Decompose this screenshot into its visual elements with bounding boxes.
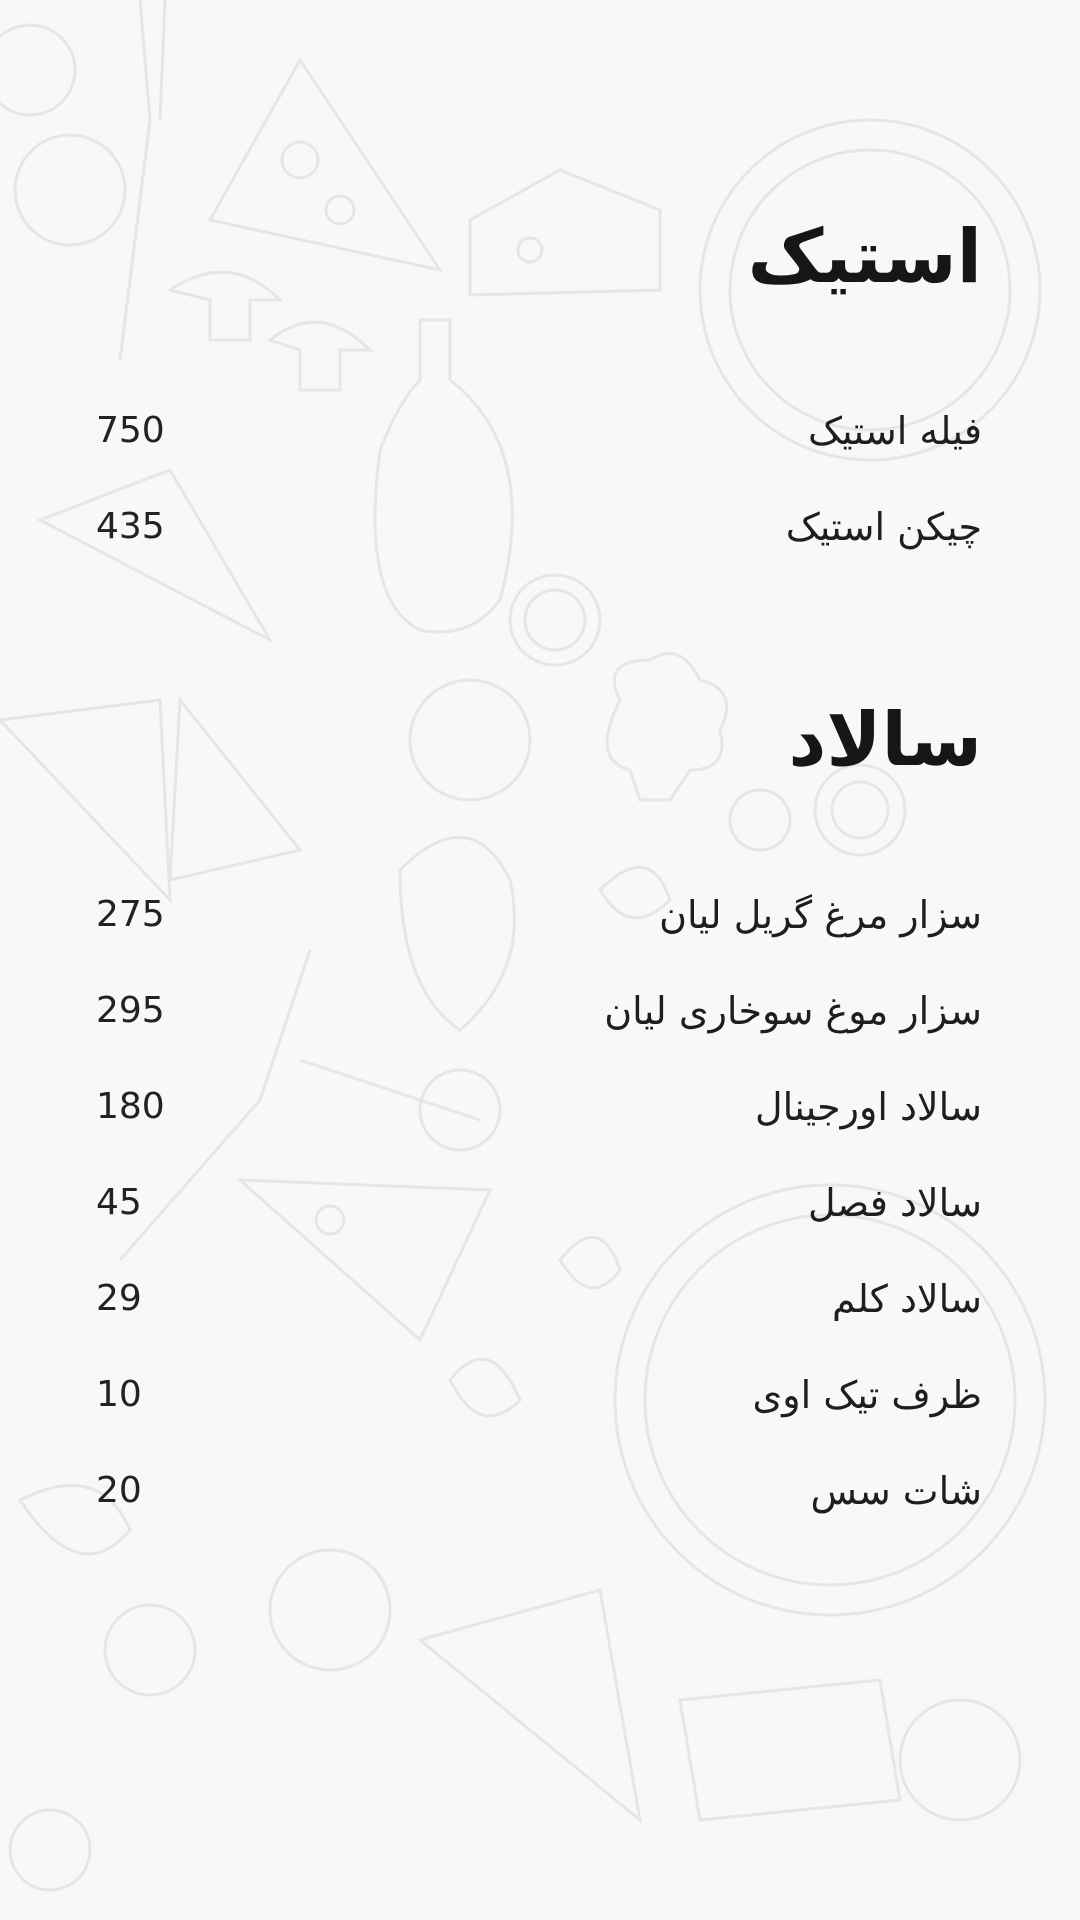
item-price: 750 [96, 410, 165, 451]
item-price: 295 [96, 990, 165, 1031]
item-name: ظرف تیک اوی [752, 1373, 982, 1417]
menu-item [96, 403, 982, 459]
item-name: چیکن استیک [785, 505, 982, 549]
menu-item [96, 1175, 982, 1231]
menu-item [96, 1367, 982, 1423]
item-name: فیله استیک [807, 409, 982, 453]
menu-item [96, 983, 982, 1039]
menu-item [96, 887, 982, 943]
item-price: 435 [96, 506, 165, 547]
item-price: 45 [96, 1182, 142, 1223]
menu-item [96, 1271, 982, 1327]
item-price: 10 [96, 1374, 142, 1415]
item-name: سزار موغ سوخاری لیان [604, 989, 982, 1033]
menu-item [96, 1079, 982, 1135]
item-price: 29 [96, 1278, 142, 1319]
item-name: شات سس [810, 1469, 982, 1513]
section-title-steak: استیک [747, 214, 982, 300]
item-price: 20 [96, 1470, 142, 1511]
item-price: 180 [96, 1086, 165, 1127]
item-name: سزار مرغ گریل لیان [659, 893, 982, 937]
item-name: سالاد اورجینال [755, 1085, 982, 1129]
item-price: 275 [96, 894, 165, 935]
menu-item [96, 499, 982, 555]
item-name: سالاد فصل [808, 1181, 982, 1225]
item-name: سالاد کلم [831, 1277, 982, 1321]
menu-item [96, 1463, 982, 1519]
section-title-salad: سالاد [788, 697, 982, 783]
